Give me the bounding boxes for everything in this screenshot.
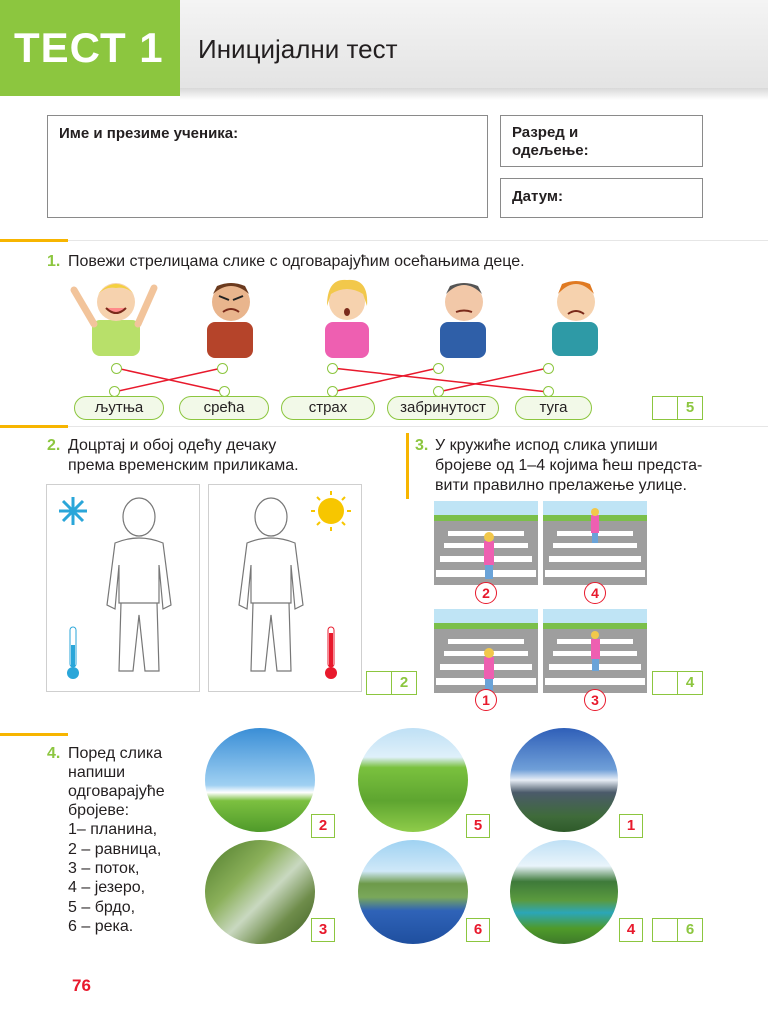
task1-instruction: Повежи стрелицама слике с одговарајућим осећањима деце. (68, 253, 525, 270)
crossing-image (434, 501, 538, 585)
hill-photo (358, 728, 468, 832)
word-fear: страх (281, 396, 375, 420)
scared-child-figure (325, 280, 369, 358)
class-label: Разред и одељење: (512, 124, 589, 159)
winter-boy-panel (46, 484, 200, 692)
name-field[interactable] (47, 115, 488, 218)
date-label: Датум: (512, 188, 563, 205)
task4-line: Поред слика (68, 745, 163, 762)
section-divider (0, 425, 68, 428)
children-emotions-illustration (60, 272, 600, 364)
connector-dot (217, 363, 228, 374)
section-divider (0, 239, 68, 242)
summer-boy-drawing (209, 485, 361, 691)
answer-circle[interactable]: 1 (475, 689, 497, 711)
page-title: Иницијални тест (198, 34, 398, 64)
sad-child-figure (552, 281, 598, 356)
word-anger: љутња (74, 396, 164, 420)
happy-child-figure (74, 283, 154, 356)
score-input[interactable] (652, 396, 678, 420)
task4-line: напиши (68, 764, 126, 781)
header-shadow (180, 88, 768, 100)
answer-box[interactable]: 6 (466, 918, 490, 942)
crossing-image (543, 501, 647, 585)
word-happiness: срећа (179, 396, 269, 420)
class-field[interactable] (500, 115, 703, 167)
answer-box[interactable]: 3 (311, 918, 335, 942)
task4-line: одговарајуће (68, 783, 165, 800)
section-line (68, 426, 768, 427)
answer-circle[interactable]: 4 (584, 582, 606, 604)
sun-icon (311, 491, 351, 531)
angry-child-figure (207, 283, 253, 358)
task2-instruction-line1: Доцртај и обој одећу дечаку (68, 437, 277, 454)
task2-max-score: 2 (391, 671, 417, 695)
connector-dot (327, 363, 338, 374)
test-label: ТЕСТ 1 (14, 24, 164, 71)
word-sadness: туга (515, 396, 592, 420)
section-divider (0, 733, 68, 736)
river-photo (358, 840, 468, 944)
answer-circle[interactable]: 2 (475, 582, 497, 604)
cold-thermometer-icon (67, 627, 79, 679)
section-line (68, 240, 768, 241)
summer-boy-panel (208, 484, 362, 692)
task3-instruction-line1: У кружиће испод слика упиши (435, 437, 658, 454)
task4-legend-item: 4 – језеро, (68, 879, 146, 896)
page-number: 76 (72, 976, 91, 995)
task1-max-score: 5 (677, 396, 703, 420)
crossing-image (434, 609, 538, 693)
answer-box[interactable]: 4 (619, 918, 643, 942)
section-divider-vertical (406, 433, 409, 499)
task4-legend-item: 1– планина, (68, 821, 158, 838)
answer-box[interactable]: 1 (619, 814, 643, 838)
date-field[interactable] (500, 178, 703, 218)
score-input[interactable] (366, 671, 392, 695)
task4-line: бројеве: (68, 802, 130, 819)
task3-max-score: 4 (677, 671, 703, 695)
answer-box[interactable]: 2 (311, 814, 335, 838)
task3-instruction-line2: бројеве од 1–4 којима ћеш предста- (435, 457, 703, 474)
worried-child-figure (440, 283, 486, 358)
plain-photo (205, 728, 315, 832)
mountain-photo (510, 728, 618, 832)
task1-number: 1. (47, 253, 61, 270)
connector-dot (543, 363, 554, 374)
connector-dot (111, 363, 122, 374)
crossing-image (543, 609, 647, 693)
word-worry: забринутост (387, 396, 499, 420)
task3-number: 3. (415, 437, 429, 454)
name-label: Име и презиме ученика: (59, 125, 239, 142)
task4-max-score: 6 (677, 918, 703, 942)
answer-box[interactable]: 5 (466, 814, 490, 838)
snowflake-icon (59, 497, 87, 525)
task2-number: 2. (47, 437, 61, 454)
hot-thermometer-icon (325, 627, 337, 679)
stream-photo (205, 840, 315, 944)
task3-instruction-line3: вити правилно прелажење улице. (435, 477, 687, 494)
task4-legend-item: 3 – поток, (68, 860, 140, 877)
lake-photo (510, 840, 618, 944)
answer-circle[interactable]: 3 (584, 689, 606, 711)
winter-boy-drawing (47, 485, 199, 691)
task2-instruction-line2: према временским приликама. (68, 457, 299, 474)
task4-number: 4. (47, 745, 61, 762)
task4-legend-item: 2 – равница, (68, 841, 162, 858)
score-input[interactable] (652, 671, 678, 695)
connector-dot (433, 363, 444, 374)
task4-legend-item: 6 – река. (68, 918, 134, 935)
task4-legend-item: 5 – брдо, (68, 899, 136, 916)
score-input[interactable] (652, 918, 678, 942)
